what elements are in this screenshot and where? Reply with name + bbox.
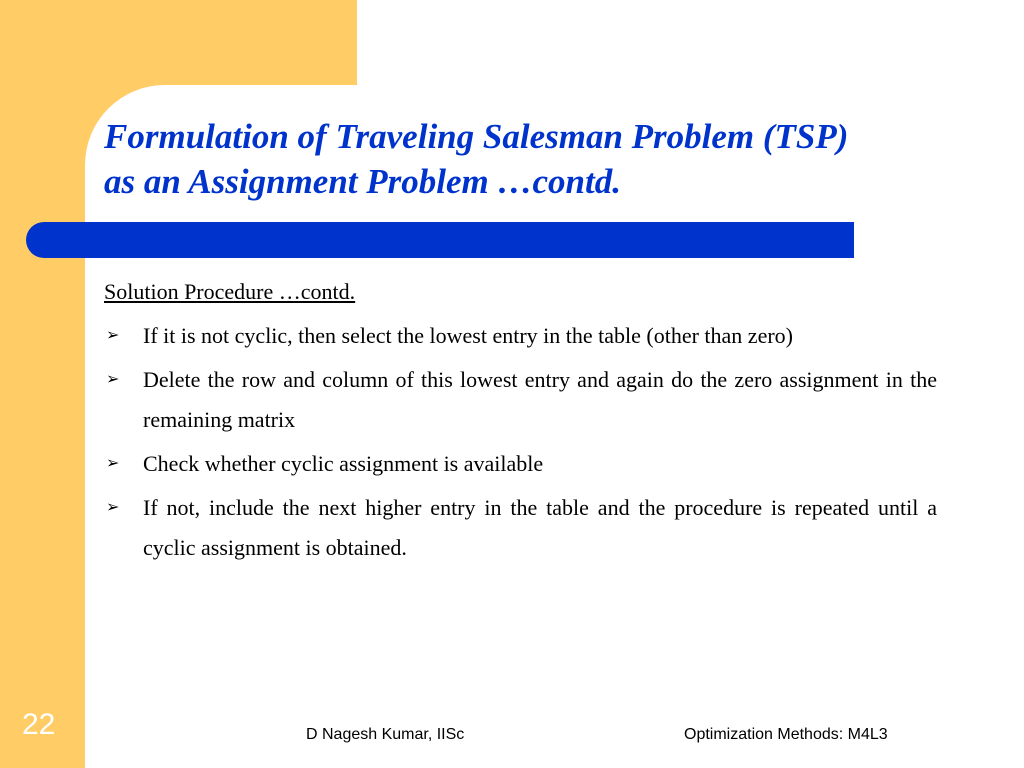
section-subheading: Solution Procedure …contd. (104, 279, 356, 304)
bullet-item-3 (104, 444, 937, 484)
title-underline-bar (26, 222, 854, 258)
bullet-text-4: If not, include the next higher entry in the table and the procedure is repeated until a cyclic assignment is obtained. (143, 495, 937, 560)
arrow-bullet-icon: ➢ (106, 499, 120, 516)
slide-title (104, 114, 984, 204)
bullet-text-2: Delete the row and column of this lowest entry and again do the zero assignment in the remaining matrix (143, 367, 937, 432)
bullet-item-2 (104, 360, 937, 440)
arrow-bullet-icon: ➢ (106, 371, 120, 388)
arrow-bullet-icon: ➢ (106, 327, 120, 344)
footer-course: Optimization Methods: M4L3 (684, 726, 888, 743)
bullet-item-4 (104, 488, 937, 568)
bullet-text-1: If it is not cyclic, then select the lowest entry in the table (other than zero) (143, 323, 793, 348)
left-accent-band (0, 0, 85, 768)
footer-author: D Nagesh Kumar, IISc (306, 726, 465, 743)
slide-number: 22 (22, 708, 56, 741)
slide-body (104, 278, 937, 572)
slide-title-line-2: as an Assignment Problem …contd. (104, 162, 621, 201)
bullet-item-1 (104, 316, 937, 356)
bullet-text-3: Check whether cyclic assignment is available (143, 451, 544, 476)
top-accent-band (0, 0, 357, 85)
slide-title-line-1: Formulation of Traveling Salesman Problem (TSP) (104, 117, 849, 156)
arrow-bullet-icon: ➢ (106, 455, 120, 472)
